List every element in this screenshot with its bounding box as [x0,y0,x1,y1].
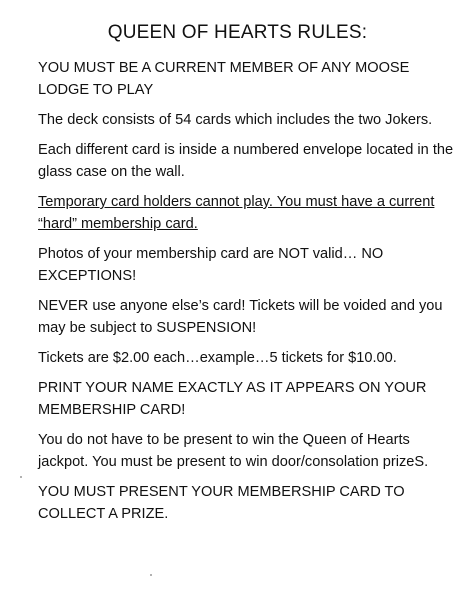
rule-text: YOU MUST PRESENT YOUR MEMBERSHIP CARD TO COLLECT A PRIZE. [38,484,405,522]
rule-membership-required [38,57,463,101]
rule-deck [38,109,463,131]
rule-print-name [38,377,463,421]
rule-others-card [38,295,463,339]
rule-text: NEVER use anyone else’s card! Tickets will be voided and you may be subject to SUSPENSION! [38,298,443,336]
rule-ticket-price [38,347,463,369]
rule-envelopes [38,139,463,183]
rule-text: Tickets are $2.00 each…example…5 tickets for $10.00. [38,350,397,366]
rule-text: PRINT YOUR NAME EXACTLY AS IT APPEARS ON YOUR MEMBERSHIP CARD! [38,380,427,418]
rule-temporary-cards [38,191,463,235]
rule-present-card [38,481,463,525]
rule-photos [38,243,463,287]
rule-presence [38,429,463,473]
rule-text: Photos of your membership card are NOT valid… NO EXCEPTIONS! [38,246,384,284]
page-title: QUEEN OF HEARTS RULES: [107,22,368,43]
rule-text: You do not have to be present to win the Queen of Hearts jackpot. You must be present to win door/consolation prizeS. [38,432,429,470]
rule-text: Temporary card holders cannot play. You must have a current “hard” membership card. [38,194,435,232]
rules-list [38,57,463,533]
rule-text: Each different card is inside a numbered envelope located in the glass case on the wall. [38,142,454,180]
scan-speck [150,574,152,576]
scan-speck [20,476,22,478]
rule-text: YOU MUST BE A CURRENT MEMBER OF ANY MOOSE LODGE TO PLAY [38,60,410,98]
rule-text: The deck consists of 54 cards which includes the two Jokers. [38,112,433,128]
